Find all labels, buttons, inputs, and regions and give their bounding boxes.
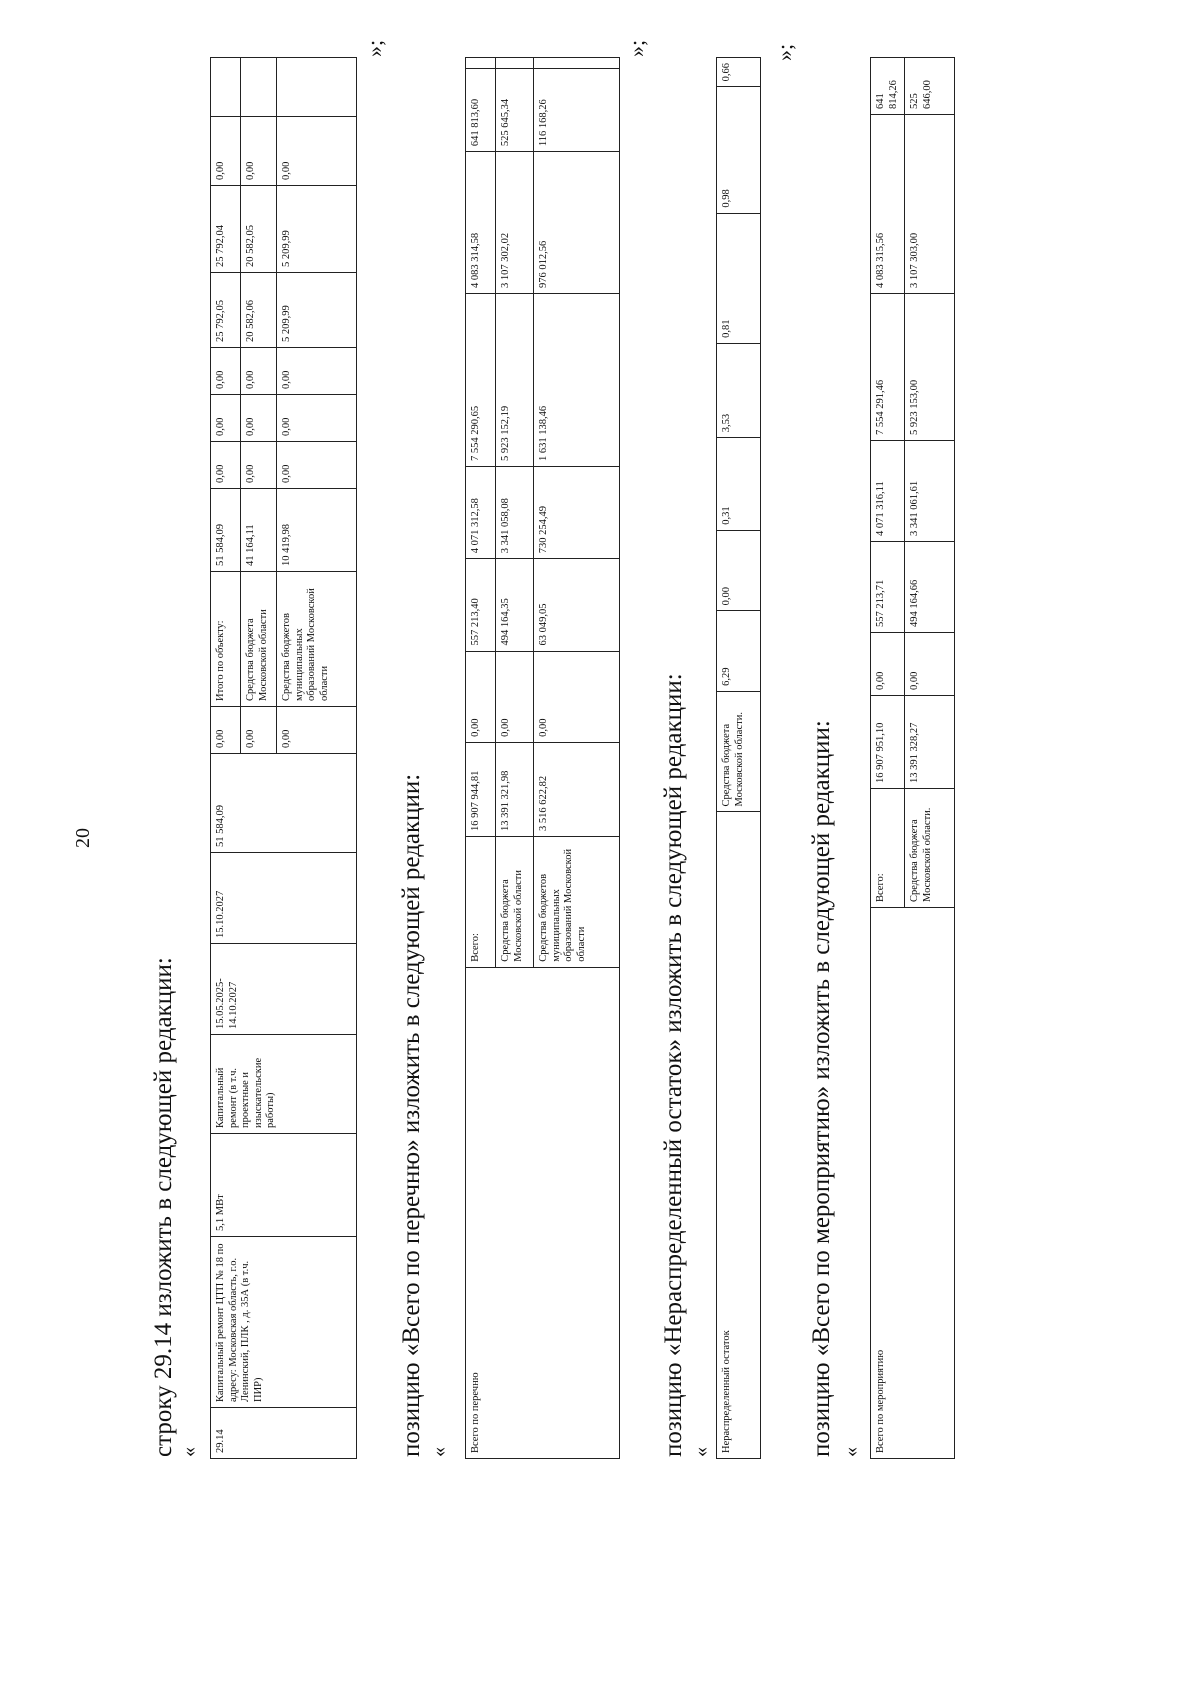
cell: 0,00 [211, 442, 241, 489]
cell: 0,00 [496, 651, 534, 742]
cell: 976 012,56 [534, 152, 620, 294]
source-label: Средства бюджетов муниципальных образований Московской области [534, 837, 620, 968]
section1-table [210, 57, 357, 1459]
cell: 641 814,26 [871, 58, 905, 115]
cell: 3 107 303,00 [905, 115, 955, 294]
cell: 10 419,98 [277, 489, 357, 572]
row-label: Нераспределенный остаток [717, 812, 761, 1459]
cell-empty [241, 58, 277, 117]
cell: 494 164,66 [905, 542, 955, 633]
cell: 0,00 [211, 348, 241, 395]
source-label: Средства бюджета Московской области [496, 837, 534, 968]
cell: 20 582,05 [241, 186, 277, 273]
source-label: Средства бюджета Московской области. [717, 691, 761, 812]
cell: 4 071 316,11 [871, 441, 905, 542]
cell: 5 209,99 [277, 186, 357, 273]
section2-heading: позицию «Всего по перечню» изложить в следующей редакции: [398, 773, 425, 1457]
cell: 0,00 [241, 348, 277, 395]
cell: 5 923 152,19 [496, 293, 534, 466]
cell: 41 164,11 [241, 489, 277, 572]
cell-empty [534, 58, 620, 69]
source-label: Средства бюджетов муниципальных образований Московской области [277, 572, 357, 707]
section2-table [465, 57, 620, 1459]
cell: 63 049,05 [534, 559, 620, 651]
cell: 0,00 [277, 117, 357, 186]
cell: 13 391 321,98 [496, 742, 534, 836]
cell: 0,00 [277, 442, 357, 489]
row-label: Всего по мероприятию [871, 908, 955, 1459]
section1-heading: строку 29.14 изложить в следующей редакции: [150, 957, 177, 1457]
section1-close-mark: »; [362, 39, 387, 57]
cell-empty [277, 58, 357, 117]
cell: 7 554 290,65 [466, 293, 496, 466]
cell: 525 646,00 [905, 58, 955, 115]
cell: 5 923 153,00 [905, 294, 955, 441]
cell: 494 164,35 [496, 559, 534, 651]
cell: 0,31 [717, 438, 761, 530]
cell: 20 582,06 [241, 273, 277, 348]
cell: 16 907 944,81 [466, 742, 496, 836]
prev-funded: 0,00 [277, 707, 357, 754]
cell: 525 645,34 [496, 69, 534, 152]
cell: 0,66 [717, 58, 761, 87]
source-label: Всего: [871, 789, 905, 908]
prev-funded: 0,00 [241, 707, 277, 754]
row-num: 29.14 [211, 1408, 357, 1459]
cell: 0,98 [717, 87, 761, 213]
cell: 13 391 328,27 [905, 696, 955, 789]
cell: 5 209,99 [277, 273, 357, 348]
cell: 0,00 [241, 395, 277, 442]
source-label: Всего: [466, 837, 496, 968]
cell: 3 341 061,61 [905, 441, 955, 542]
section3-open-quote: « [690, 1447, 712, 1457]
cell: 6,29 [717, 611, 761, 692]
cell: 0,81 [717, 213, 761, 343]
cell: 0,00 [211, 395, 241, 442]
cell: 0,00 [241, 117, 277, 186]
power: 5,1 МВт [211, 1134, 357, 1237]
cell: 641 813,60 [466, 69, 496, 152]
section2-open-quote: « [428, 1447, 450, 1457]
section4-open-quote: « [840, 1447, 862, 1457]
cell: 4 083 314,58 [466, 152, 496, 294]
cell: 557 213,40 [466, 559, 496, 651]
section4-heading: позицию «Всего по мероприятию» изложить в следующей редакции: [808, 720, 835, 1457]
cell: 0,00 [534, 651, 620, 742]
cell: 0,00 [905, 633, 955, 696]
cell: 25 792,04 [211, 186, 241, 273]
cell-empty [466, 58, 496, 69]
cell: 116 168,26 [534, 69, 620, 152]
cell: 0,00 [277, 395, 357, 442]
cell-empty [211, 58, 241, 117]
cost: 51 584,09 [211, 754, 357, 853]
source-label: Итого по объекту: [211, 572, 241, 707]
cell: 25 792,05 [211, 273, 241, 348]
section2-close-mark: »; [624, 39, 649, 57]
cell: 0,00 [241, 442, 277, 489]
cell: 730 254,49 [534, 466, 620, 558]
cell: 16 907 951,10 [871, 696, 905, 789]
cell: 4 071 312,58 [466, 466, 496, 558]
cell: 1 631 138,46 [534, 293, 620, 466]
cell: 0,00 [871, 633, 905, 696]
cell: 0,00 [277, 348, 357, 395]
cell: 0,00 [717, 530, 761, 611]
object-name: Капитальный ремонт ЦТП № 18 по адресу: Московская область, г.о. Ленинский, ПЛК , д. 35А (в т.ч. ПИР) [211, 1237, 357, 1408]
page-number: 20 [72, 828, 94, 848]
end-date: 15.10.2027 [211, 853, 357, 944]
cell: 557 213,71 [871, 542, 905, 633]
section3-close-mark: »; [772, 43, 797, 61]
cell: 4 083 315,56 [871, 115, 905, 294]
cell: 0,00 [211, 117, 241, 186]
source-label: Средства бюджета Московской области. [905, 789, 955, 908]
section4-table [870, 57, 955, 1459]
prev-funded: 0,00 [211, 707, 241, 754]
cell: 3 107 302,02 [496, 152, 534, 294]
section3-heading: позицию «Нераспределенный остаток» изложить в следующей редакции: [660, 673, 687, 1457]
cell: 7 554 291,46 [871, 294, 905, 441]
row-label: Всего по перечню [466, 967, 620, 1458]
section3-table [716, 57, 761, 1459]
cell: 3,53 [717, 343, 761, 437]
cell: 51 584,09 [211, 489, 241, 572]
cell: 3 516 622,82 [534, 742, 620, 836]
cell-empty [496, 58, 534, 69]
period: 15.05.2025-14.10.2027 [211, 944, 357, 1035]
source-label: Средства бюджета Московской области [241, 572, 277, 707]
cell: 3 341 058,08 [496, 466, 534, 558]
work-type: Капитальный ремонт (в т.ч. проектные и изыскательские работы) [211, 1035, 357, 1134]
cell: 0,00 [466, 651, 496, 742]
section1-open-quote: « [178, 1447, 200, 1457]
